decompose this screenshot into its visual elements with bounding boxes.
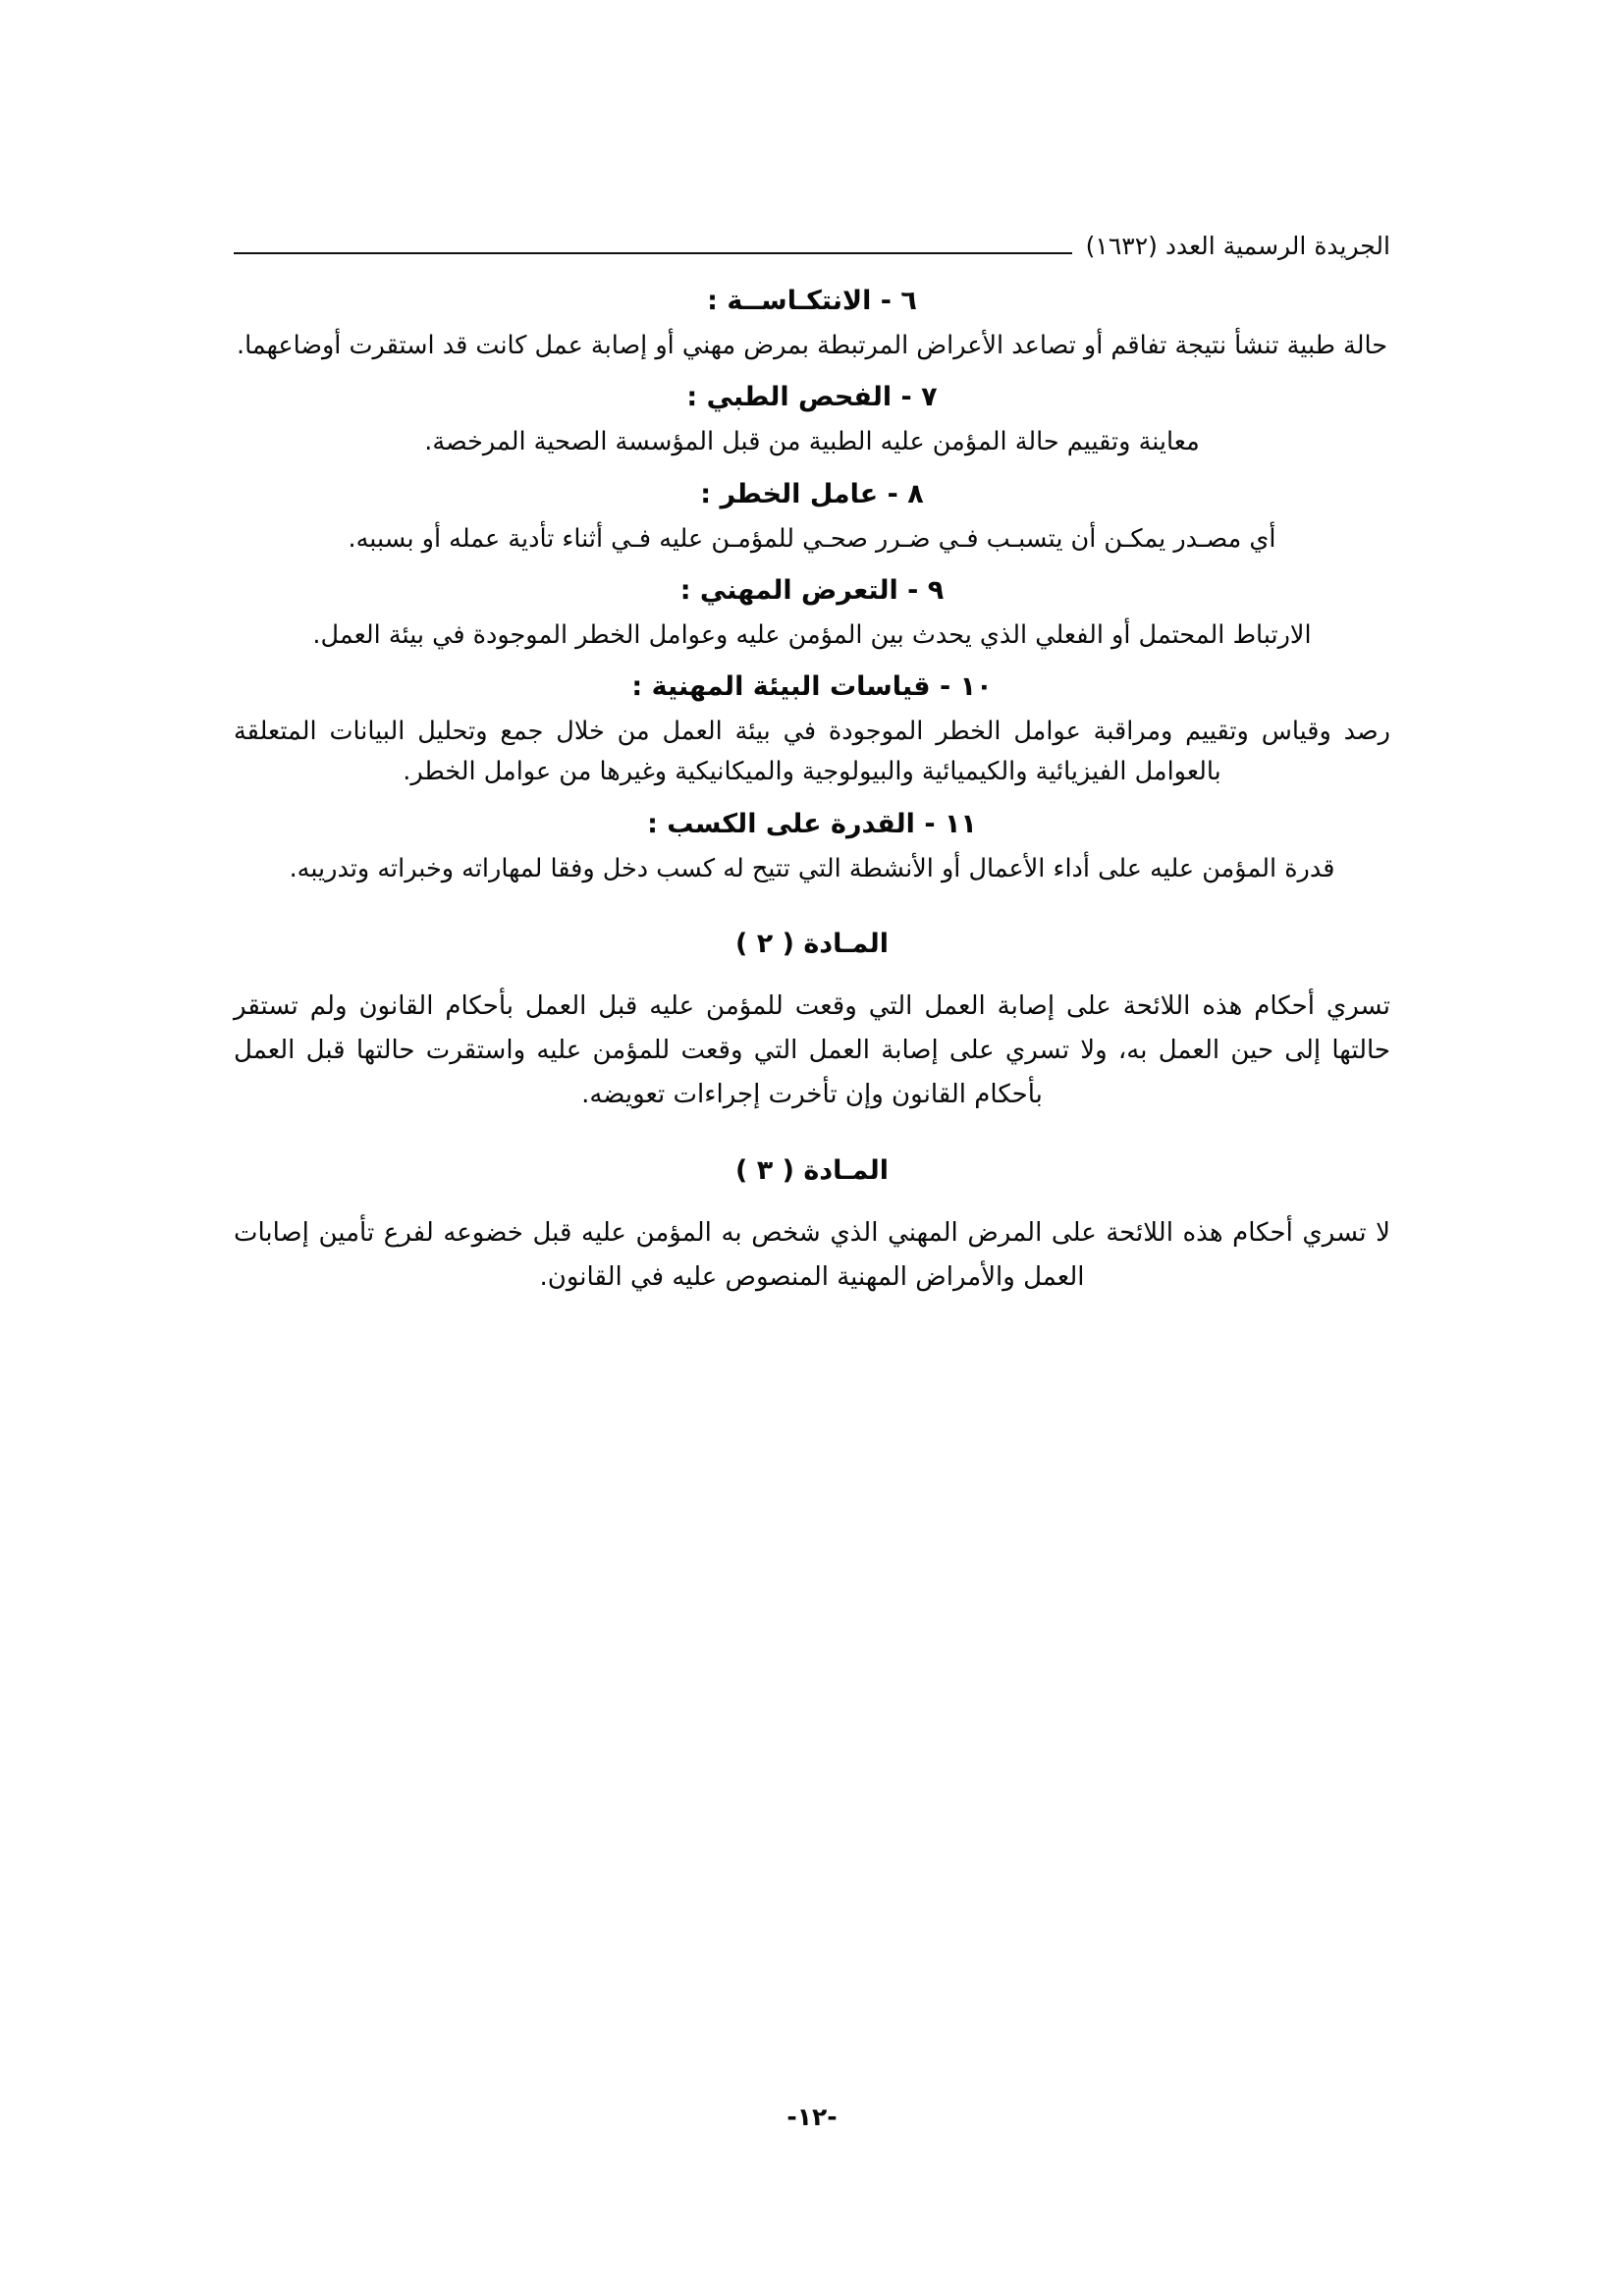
header-divider <box>234 252 1072 254</box>
definition-body-10: رصد وقياس وتقييم ومراقبة عوامل الخطر الموجودة في بيئة العمل من خلال جمع وتحليل البيانات المتعلقة بالعوامل الفيزيائية والكيميائية والبيولوجية والميكانيكية وغيرها من عوامل الخطر. <box>234 717 1390 787</box>
article-body-3: لا تسري أحكام هذه اللائحة على المرض المهني الذي شخص به المؤمن عليه قبل خضوعه لفرع تأمين إصابات العمل والأمراض المهنية المنصوص عليه في القانون. <box>234 1218 1390 1292</box>
definition-body-11: قدرة المؤمن عليه على أداء الأعمال أو الأنشطة التي تتيح له كسب دخل وفقا لمهاراته وخبراته وتدريبه. <box>289 853 1335 883</box>
page-content <box>234 286 1390 1300</box>
definition-heading-10: ١٠ - قياسات البيئة المهنية : <box>631 671 993 703</box>
definition-body-9: الارتباط المحتمل أو الفعلي الذي يحدث بين المؤمن عليه وعوامل الخطر الموجودة في بيئة العمل. <box>312 619 1312 650</box>
page-header <box>234 232 1390 264</box>
article-heading-2: المـادة ( ٢ ) <box>734 929 890 960</box>
definition-heading-6: ٦ - الانتكـاســة : <box>707 286 917 316</box>
article-body-2: تسري أحكام هذه اللائحة على إصابة العمل التي وقعت للمؤمن عليه قبل العمل بأحكام القانون ولم تستقر حالتها إلى حين العمل به، ولا تسري على إصابة العمل التي وقعت للمؤمن عليه واستقرت حالتها قبل العمل بأحكام القانون وإن تأخرت إجراءات تعويضه. <box>234 991 1390 1109</box>
definition-heading-8: ٨ - عامل الخطر : <box>700 478 924 509</box>
definition-body-6: حالة طبية تنشأ نتيجة تفاقم أو تصاعد الأعراض المرتبطة بمرض مهني أو إصابة عمل كانت قد استقرت أوضاعهما. <box>236 331 1388 360</box>
definition-body-7: معاينة وتقييم حالة المؤمن عليه الطبية من قبل المؤسسة الصحية المرخصة. <box>424 427 1200 457</box>
definition-body-8: أي مصـدر يمكـن أن يتسبـب فـي ضـرر صحـي للمؤمـن عليه فـي أثناء تأدية عمله أو بسببه. <box>348 523 1276 554</box>
definition-heading-11: ١١ - القدرة على الكسب : <box>647 808 977 839</box>
definition-heading-7: ٧ - الفحص الطبي : <box>686 382 938 413</box>
definition-heading-9: ٩ - التعرض المهني : <box>679 574 945 606</box>
article-heading-3: المـادة ( ٣ ) <box>734 1155 890 1187</box>
gazette-title: الجريدة الرسمية العدد (١٦٣٢) <box>1085 232 1390 260</box>
page-number: -١٢- <box>786 2103 838 2131</box>
